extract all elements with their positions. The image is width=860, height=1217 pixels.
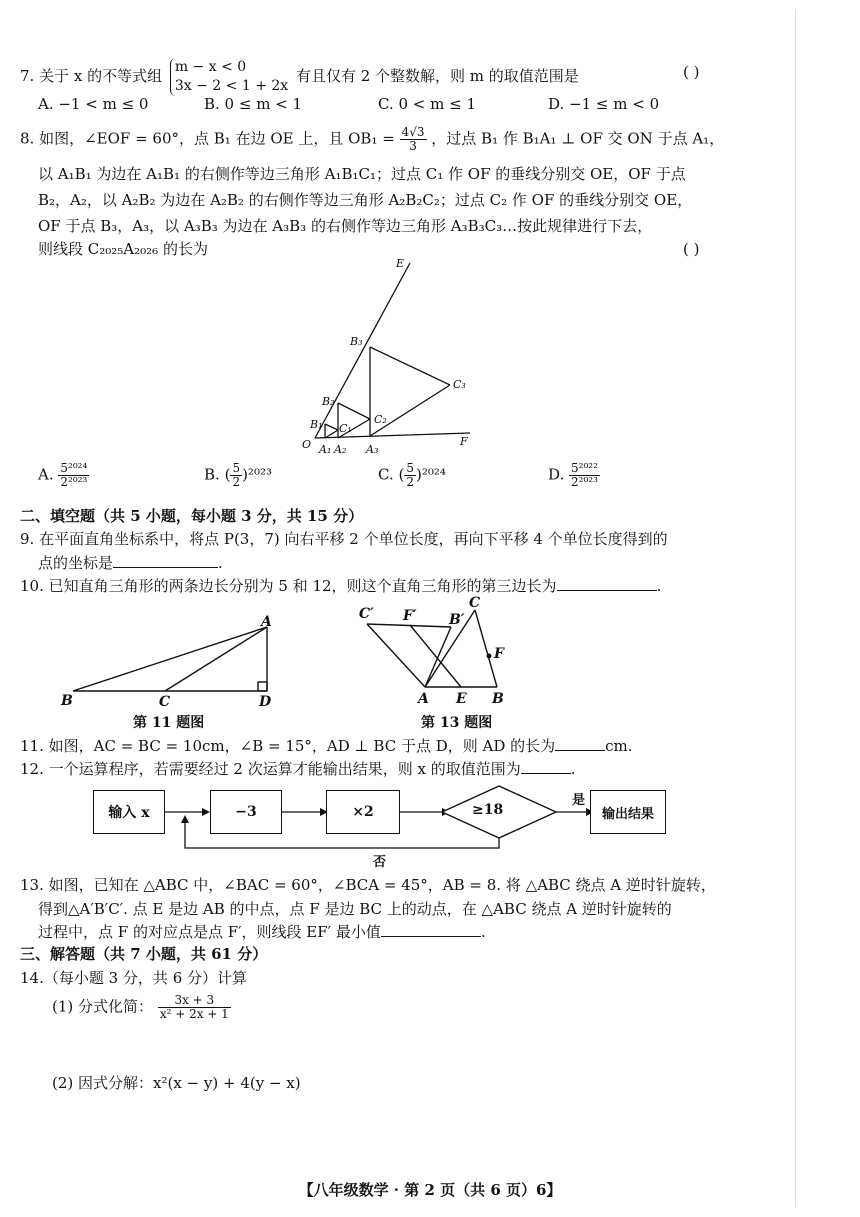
q8-opt-b-frac [230, 462, 242, 489]
q8-line3: B₂，A₂，以 A₂B₂ 为边在 A₂B₂ 的右侧作等边三角形 A₂B₂C₂；过点 C₂ 作 OF 的垂线分别交 OE， [38, 191, 693, 209]
q8-opt-d-frac [569, 462, 600, 489]
q8-opt-b-num: 5 [232, 461, 241, 475]
q8-figure [290, 255, 490, 460]
label-b3: B₃ [350, 335, 363, 348]
q8-option-d [548, 462, 600, 489]
q7-option-c: C. 0 < m ≤ 1 [378, 95, 476, 113]
q11-answer-blank [555, 736, 605, 751]
fig13 [355, 592, 525, 710]
label-a3: A₃ [366, 443, 379, 456]
q7-stem-b: 有且仅有 2 个整数解，则 m 的取值范围是 [295, 67, 579, 85]
q8-opt-a-frac [58, 462, 89, 489]
q8-line1-b: ，过点 B₁ 作 B₁A₁ ⊥ OF 交 ON 于点 A₁， [431, 129, 725, 148]
q8-opt-b-den: 2 [232, 475, 241, 489]
q7-ineq1: m − x < 0 [174, 59, 247, 75]
q8-opt-a-den: 2²⁰²³ [60, 475, 88, 489]
q8-opt-c-den: 2 [406, 475, 414, 489]
fig11 [55, 615, 285, 710]
fig13-label-c: C [469, 595, 481, 611]
flow-times-box: ×2 [326, 790, 400, 834]
q9-end: . [218, 554, 223, 572]
q8-paren: ( ) [683, 240, 700, 258]
fig11-label-d: D [259, 694, 272, 710]
label-a2: A₂ [334, 443, 347, 456]
arrowhead-1 [202, 808, 210, 816]
label-f: F [460, 435, 468, 448]
arrowhead-loop [181, 815, 189, 823]
fig13-label-c-prime: C′ [359, 606, 374, 622]
page-footer: 【八年级数学 · 第 2 页（共 6 页）6】 [298, 1181, 562, 1199]
fig13-label-f-prime: F′ [403, 608, 417, 624]
q8-option-c [378, 462, 446, 489]
label-c3: C₃ [453, 378, 466, 391]
q12-answer-blank [521, 759, 571, 774]
q8-opt-a-num: 5²⁰²⁴ [60, 461, 88, 475]
q8-ob1-fraction [400, 126, 427, 153]
fig11-label-b: B [61, 693, 73, 709]
q8-opt-c-letter: C. [378, 465, 394, 484]
label-c1: C₁ [339, 422, 352, 435]
q8-opt-c-frac [404, 462, 416, 489]
q8-line1 [20, 126, 724, 153]
q11-unit: cm. [605, 737, 633, 755]
q14-part1-den: x² + 2x + 1 [159, 1007, 229, 1021]
fig13-c-prime-b-prime [367, 624, 451, 627]
seg-b1c1 [325, 424, 338, 430]
q13-end: . [480, 923, 486, 941]
q7-paren: ( ) [683, 63, 700, 81]
fig13-label-b: B [492, 691, 504, 707]
q14-title: 14.（每小题 3 分，共 6 分）计算 [20, 969, 248, 987]
q8-opt-b-pre: ( [224, 465, 231, 484]
fig13-label-a: A [418, 691, 429, 707]
q14-part1-fraction [158, 994, 231, 1021]
fig11-ca [165, 627, 267, 691]
q8-opt-d-den: 2²⁰²³ [571, 475, 598, 489]
seg-b2c2 [338, 403, 370, 419]
q7-stem [20, 58, 579, 96]
q8-line2: 以 A₁B₁ 为边在 A₁B₁ 的右侧作等边三角形 A₁B₁C₁；过点 C₁ 作 OF 的垂线分别交 OE，OF 于点 [38, 165, 686, 183]
q10 [20, 574, 661, 599]
seg-b3c3 [370, 347, 450, 385]
q7-stem-a: 7. 关于 x 的不等式组 [20, 67, 163, 85]
q7-ineq2: 3x − 2 < 1 + 2x [174, 78, 289, 94]
q10-text: 10. 已知直角三角形的两条边长分别为 5 和 12，则这个直角三角形的第三边长为 [20, 577, 557, 595]
q12 [20, 757, 575, 782]
flow-input-box: 输入 x [93, 790, 165, 834]
q8-frac-num: 4√3 [401, 125, 425, 139]
q9-answer-blank [113, 553, 218, 568]
flow-minus-box: −3 [210, 790, 282, 834]
q8-line5: 则线段 C₂₀₂₅A₂₀₂₆ 的长为 [38, 240, 208, 258]
q8-option-a [38, 462, 89, 489]
q8-opt-c-num: 5 [406, 461, 414, 475]
label-b1: B₁ [310, 418, 323, 431]
q8-opt-b-letter: B. [204, 465, 220, 484]
q8-opt-d-num: 5²⁰²² [571, 461, 598, 475]
q8-opt-b-post: )²⁰²³ [242, 465, 272, 484]
q13-line1: 13. 如图，已知在 △ABC 中，∠BAC = 60°，∠BCA = 45°，AB = 8. 将 △ABC 绕点 A 逆时针旋转， [20, 876, 716, 894]
q13-line3-text: 过程中，点 F 的对应点是点 F′，则线段 EF′ 最小值 [38, 923, 381, 941]
q14-part1 [52, 994, 231, 1021]
q9-line2 [38, 551, 223, 576]
label-b2: B₂ [322, 395, 335, 408]
fig13-b-prime-a [425, 627, 451, 687]
q7-option-a: A. −1 < m ≤ 0 [38, 95, 149, 113]
ray-oe [315, 263, 410, 438]
q14-part1-num: 3x + 3 [158, 994, 231, 1008]
q13-answer-blank [381, 922, 481, 937]
q8-frac-den: 3 [409, 139, 417, 153]
q12-end: . [570, 760, 576, 778]
q8-line4: OF 于点 B₃，A₃，以 A₃B₃ 为边在 A₃B₃ 的右侧作等边三角形 A₃B₃C₃…按此规律进行下去， [38, 217, 653, 235]
fig11-ba [73, 627, 267, 691]
label-o: O [302, 438, 312, 451]
fig13-label-f: F [494, 646, 504, 662]
q9-line1: 9. 在平面直角坐标系中，将点 P(3，7) 向右平移 2 个单位长度，再向下平移 4 个单位长度得到的 [20, 530, 668, 548]
q7-option-d: D. −1 ≤ m < 0 [548, 95, 660, 113]
q8-opt-a-letter: A. [38, 465, 54, 484]
q13-line2: 得到△A′B′C′. 点 E 是边 AB 的中点，点 F 是边 BC 上的动点，在 △ABC 绕点 A 逆时针旋转的 [38, 900, 672, 918]
q8-line1-a: 8. 如图，∠EOF = 60°，点 B₁ 在边 OE 上，且 OB₁ = [20, 129, 395, 148]
section2-heading: 二、填空题（共 5 小题，每小题 3 分，共 15 分） [20, 507, 364, 525]
fig13-caption: 第 13 题图 [421, 715, 493, 731]
q11 [20, 734, 633, 759]
label-e: E [396, 257, 405, 270]
label-c2: C₂ [374, 413, 387, 426]
fig13-label-b-prime: B′ [449, 612, 465, 628]
seg-a3c3 [370, 385, 450, 436]
label-a1: A₁ [319, 443, 332, 456]
q7-system [170, 58, 288, 96]
section3-heading: 三、解答题（共 7 小题，共 61 分） [20, 945, 268, 963]
q8-opt-d-letter: D. [548, 465, 565, 484]
fig13-label-e: E [456, 691, 467, 707]
flow-no-label: 否 [373, 855, 387, 870]
flow-yes-label: 是 [572, 793, 586, 808]
fig11-label-c: C [159, 694, 171, 710]
q7-option-b: B. 0 ≤ m < 1 [204, 95, 303, 113]
q14-part2: (2) 因式分解：x²(x − y) + 4(y − x) [52, 1074, 301, 1092]
q11-text: 11. 如图，AC = BC = 10cm，∠B = 15°，AD ⊥ BC 于点 D，则 AD 的长为 [20, 737, 556, 755]
page-edge [795, 10, 796, 1207]
flow-condition-label: ≥18 [472, 802, 504, 818]
fig11-label-a: A [261, 615, 272, 630]
fig11-caption: 第 11 题图 [133, 715, 205, 731]
q10-end: . [656, 577, 662, 595]
q8-option-b [204, 462, 272, 489]
flow-output-box: 输出结果 [590, 790, 666, 834]
q14-part1-label: (1) 分式化简： [52, 997, 154, 1016]
q8-opt-c-pre: ( [398, 465, 405, 484]
q9-line2-text: 点的坐标是 [38, 554, 114, 572]
fig13-point-f [487, 654, 492, 659]
q13-line3 [38, 920, 486, 945]
fig13-f-prime-e [410, 625, 461, 687]
fig11-right-angle [258, 682, 267, 691]
q8-opt-c-post: )²⁰²⁴ [416, 465, 446, 484]
q10-answer-blank [557, 576, 657, 591]
q12-text: 12. 一个运算程序，若需要经过 2 次运算才能输出结果，则 x 的取值范围为 [20, 760, 521, 778]
